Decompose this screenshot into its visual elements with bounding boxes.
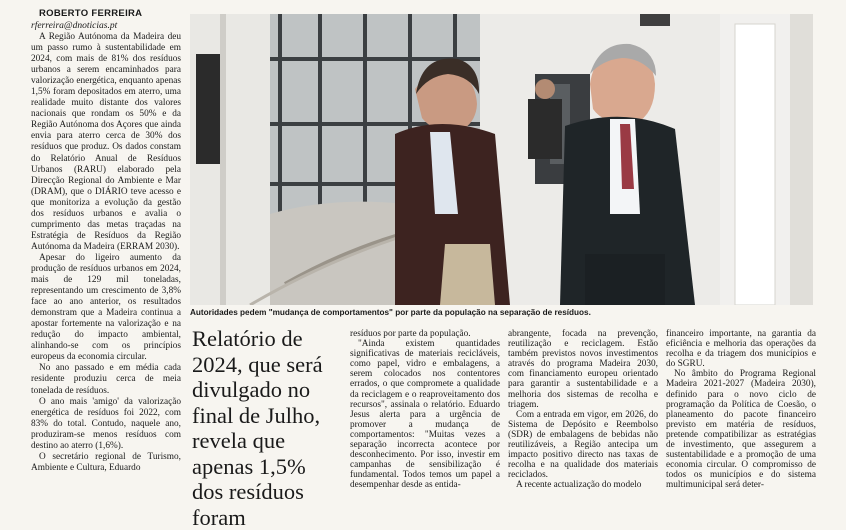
paragraph: O secretário regional de Turismo, Ambiente e Cultura, Eduardo [31,451,181,473]
author-byline: ROBERTO FERREIRA [39,8,143,19]
paragraph: Apesar do ligeiro aumento da produção de resíduos urbanos em 2024, mais de 129 mil toneladas, representando um crescimento de 3,8% face ao ano anterior, os resultados demonstram que a Madeira continua a apostar fortemente na valorização e na redução do impacto ambiental, alinhando-se com os princípios europeus da economia circular. [31,252,181,363]
article-headline: Relatório de 2024, que será divulgado no final de Julho, revela que apenas 1,5% dos resíduos foram [192,326,323,530]
photo-illustration [190,14,813,305]
paragraph: No âmbito do Programa Regional Madeira 2021-2027 (Madeira 2030), definido para o novo ciclo de programação da Política de Coesão, o planeamento do pacote financeiro previsto em matéria de resíduos, pretende compatibilizar as estratégias de investimento, que assegurem a sustentabilidade e a promoção de uma economia circular. O compromisso de todos os municípios e do sistema multimunicipal será deter- [666,369,816,491]
author-email[interactable]: rferreira@dnoticias.pt [31,21,118,31]
article-column-3 [508,329,658,491]
photo-caption: Autoridades pedem "mudança de comportamentos" por parte da população na separação de resíduos. [190,308,591,317]
article-photo [190,14,813,305]
paragraph: A Região Autónoma da Madeira deu um passo rumo à sustentabilidade em 2024, com mais de 81% dos resíduos urbanos a serem encaminhados para valorização energética, enquanto apenas 1,5% foram depositados em aterro, uma realidade muito distante dos valores nacionais que rondam os 50% e da Região Autónoma dos Açores que ainda envia para aterro cerca de 30% dos resíduos que produz. Os dados constam do Relatório Anual de Resíduos Urbanos (RARU) elaborado pela Direcção Regional do Ambiente e Mar (DRAM), que o DIÁRIO teve acesso e que monitoriza a evolução da gestão dos resíduos urbanos e avalia o cumprimento das metas traçadas na Estratégia de Resíduos da Região Autónoma da Madeira (ERRAM 2030). [31,32,181,252]
paragraph: abrangente, focada na prevenção, reutilização e reciclagem. Estão também previstos novos investimentos através do programa Madeira 2030, com financiamento europeu orientado para garantir a sustentabilidade e a melhoria dos sistemas de recolha e triagem. [508,329,658,410]
paragraph: financeiro importante, na garantia da eficiência e melhoria das operações da recolha e da triagem dos municípios e do SGRU. [666,329,816,370]
paragraph: Com a entrada em vigor, em 2026, do Sistema de Depósito e Reembolso (SDR) de embalagens de bebidas não reutilizáveis, a Região antecipa um impacto positivo directo nas taxas de recolha e na qualidade dos materiais reciclados. [508,409,658,481]
paragraph: O ano mais 'amigo' da valorização energética de resíduos foi 2022, com 83% do total. Contudo, naquele ano, produziram-se menos resíduos com destino ao aterro (1,6%). [31,396,181,451]
paragraph: "Ainda existem quantidades significativas de materiais recicláveis, como papel, vidro e embalagens, a serem colocados nos contentores errados, o que compromete a qualidade da reciclagem e o reaproveitamento dos recursos", assinala o relatório. Eduardo Jesus alerta para a urgência de promover a mudança de comportamentos: "Muitas vezes a separação incorrecta acontece por desconhecimento. Por isso, investir em campanhas de sensibilização é fundamental. Todos temos um papel a desempenhar desde as entida- [350,339,500,491]
article-column-4 [666,329,816,491]
article-column-2 [350,329,500,491]
paragraph: No ano passado e em média cada residente produziu cerca de meia tonelada de resíduos. [31,363,181,396]
paragraph: A recente actualização do modelo [516,480,642,491]
paragraph: resíduos por parte da população. [350,329,471,339]
article-column-1 [31,8,181,474]
